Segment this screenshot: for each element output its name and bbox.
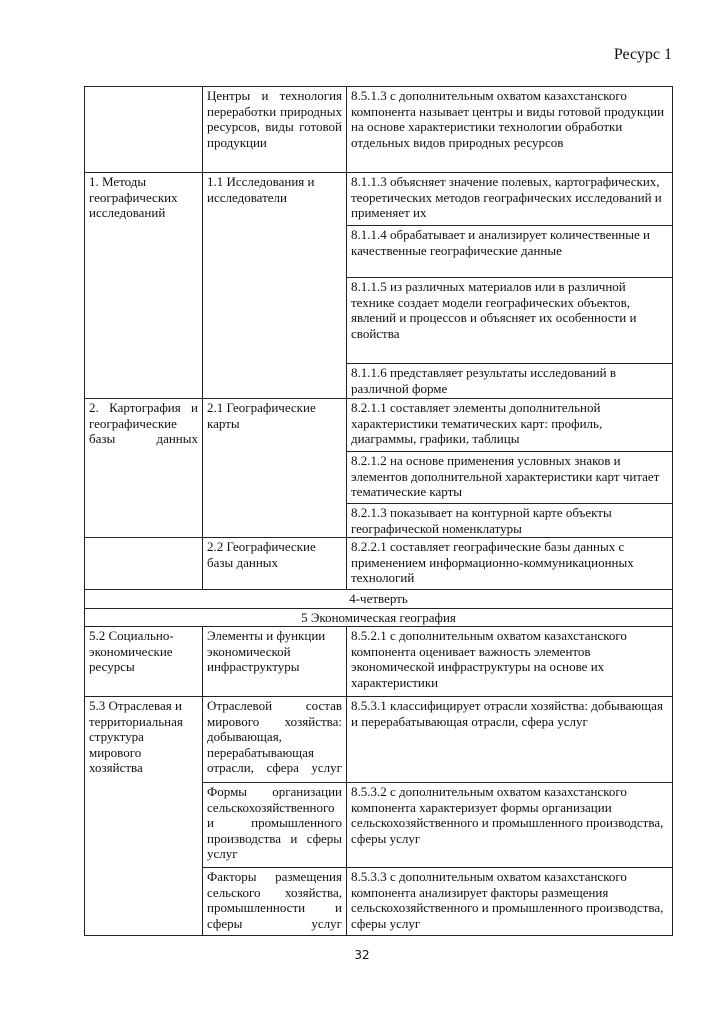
table-row [85, 399, 673, 452]
goal-cell: 8.5.1.3 с дополнительным охватом казахстанского компонента называет центры и виды готовой продукции на основе характеристики технологии обработки отдельных видов природных ресурсов [347, 87, 673, 173]
goal-cell: 8.5.3.2 с дополнительным охватом казахстанского компонента характеризует формы организации сельскохозяйственного и промышленного производства, сферы услуг [347, 783, 673, 868]
section-cell: 5.3 Отраслевая и территориальная структура мирового хозяйства [85, 697, 203, 936]
topic-cell: Формы организации сельскохозяйственного и промышленного производства и сферы услуг [203, 783, 347, 868]
topic-cell: Факторы размещения сельского хозяйства, промышленности и сферы услуг [203, 868, 347, 936]
topic-cell: Отраслевой состав мирового хозяйства: добывающая, перерабатывающая отрасли, сфера услуг [203, 697, 347, 783]
topic-cell: 1.1 Исследования и исследователи [203, 173, 347, 399]
quarter-heading: 4-четверть [85, 590, 673, 609]
goal-cell: 8.1.1.5 из различных материалов или в различной технике создает модели географических объектов, явлений и процессов и объясняет их особенности и свойства [347, 278, 673, 364]
page-number: 32 [354, 948, 370, 962]
curriculum-table [84, 86, 673, 936]
table-row [85, 87, 673, 173]
goal-cell: 8.1.1.3 объясняет значение полевых, картографических, теоретических методов географических исследований и применяет их [347, 173, 673, 226]
goal-cell: 8.5.3.3 с дополнительным охватом казахстанского компонента анализирует факторы размещения сельскохозяйственного и промышленного производства, сферы услуг [347, 868, 673, 936]
table-row [85, 590, 673, 609]
topic-cell: Центры и технология переработки природных ресурсов, виды готовой продукции [203, 87, 347, 173]
table-row [85, 608, 673, 627]
topic-cell: Элементы и функции экономической инфраструктуры [203, 627, 347, 697]
section-cell: 5.2 Социально-экономические ресурсы [85, 627, 203, 697]
goal-cell: 8.5.2.1 с дополнительным охватом казахстанского компонента оценивает важность элементов экономической инфраструктуры на основе их характеристики [347, 627, 673, 697]
goal-cell: 8.1.1.6 представляет результаты исследований в различной форме [347, 364, 673, 399]
goal-cell: 8.5.3.1 классифицирует отрасли хозяйства: добывающая и перерабатывающая отрасли, сфера услуг [347, 697, 673, 783]
section-cell [85, 87, 203, 173]
table-row [85, 627, 673, 697]
table-row [85, 538, 673, 590]
goal-cell: 8.2.1.1 составляет элементы дополнительной характеристики тематических карт: профиль, диаграммы, графики, таблицы [347, 399, 673, 452]
goal-cell: 8.1.1.4 обрабатывает и анализирует количественные и качественные географические данные [347, 226, 673, 278]
resource-label: Ресурс 1 [613, 46, 672, 63]
section-cell: 2. Картография и географические базы данных [85, 399, 203, 538]
table-row [85, 173, 673, 226]
goal-cell: 8.2.1.3 показывает на контурной карте объекты географической номенклатуры [347, 504, 673, 538]
table-row [85, 697, 673, 783]
topic-cell: 2.2 Географические базы данных [203, 538, 347, 590]
chapter-heading: 5 Экономическая география [85, 608, 673, 627]
goal-cell: 8.2.2.1 составляет географические базы данных с применением информационно-коммуникационных технологий [347, 538, 673, 590]
topic-cell: 2.1 Географические карты [203, 399, 347, 538]
goal-cell: 8.2.1.2 на основе применения условных знаков и элементов дополнительной характеристики карт читает тематические карты [347, 452, 673, 504]
section-cell: 1. Методы географических исследований [85, 173, 203, 399]
section-cell [85, 538, 203, 590]
